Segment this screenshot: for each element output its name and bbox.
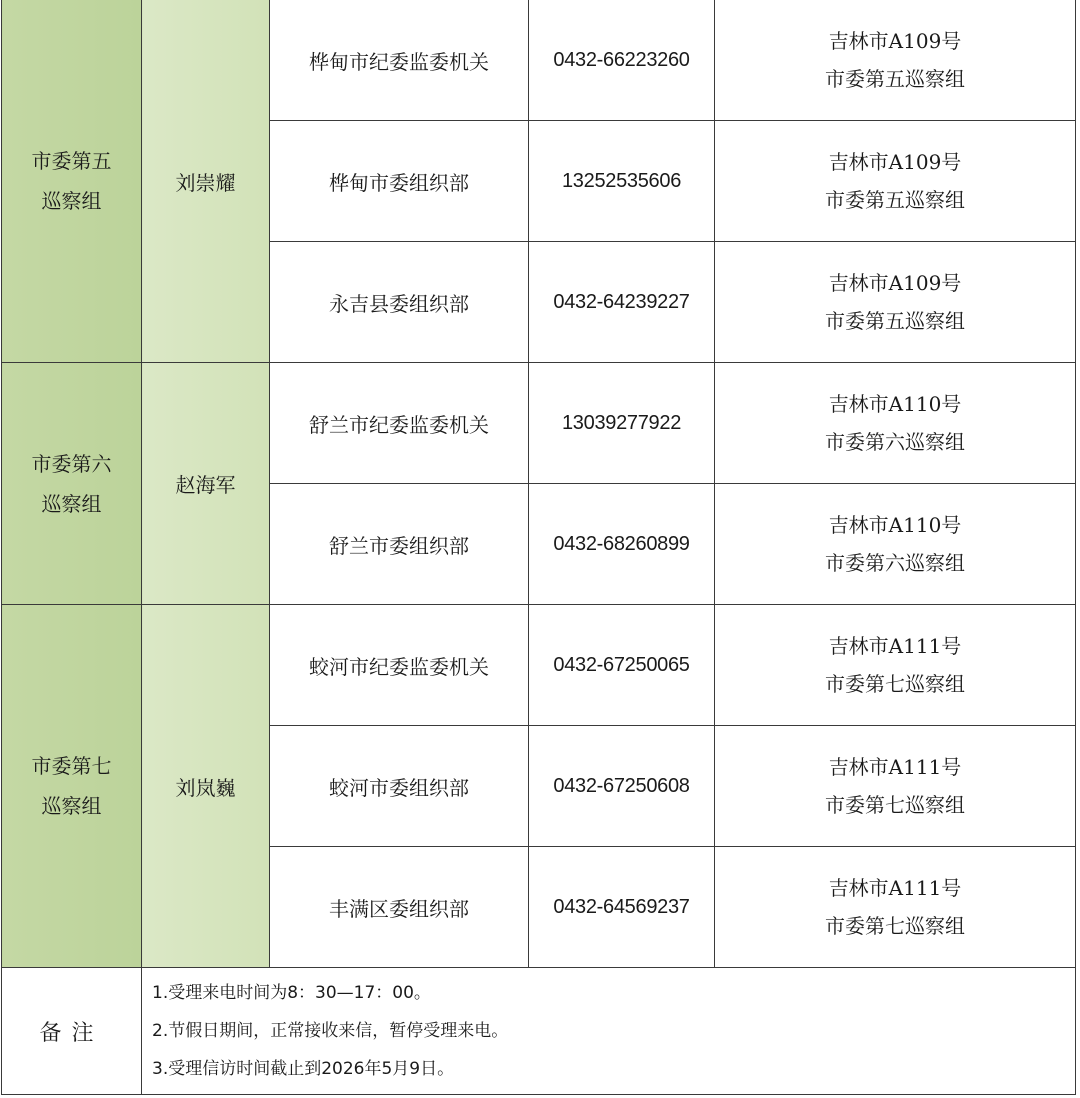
notes-content <box>142 968 1076 1095</box>
leader-cell: 刘岚巍 <box>142 605 270 968</box>
address-line1: 吉林市A111号 <box>828 755 962 779</box>
note-item: 2.节假日期间，正常接收来信，暂停受理来电。 <box>152 1021 509 1041</box>
unit-cell: 丰满区委组织部 <box>270 847 529 968</box>
address-line2: 市委第七巡察组 <box>825 672 965 696</box>
leader-cell: 赵海军 <box>142 363 270 605</box>
address-line1: 吉林市A109号 <box>828 150 962 174</box>
phone-cell: 0432-67250065 <box>529 605 715 726</box>
address-cell <box>715 363 1076 484</box>
address-line1: 吉林市A109号 <box>828 271 962 295</box>
address-cell <box>715 605 1076 726</box>
notes-label: 备注 <box>2 968 142 1095</box>
phone-cell: 13039277922 <box>529 363 715 484</box>
address-line1: 吉林市A111号 <box>828 876 962 900</box>
group-name-line2: 巡察组 <box>41 491 102 516</box>
unit-cell: 永吉县委组织部 <box>270 242 529 363</box>
address-cell <box>715 726 1076 847</box>
address-line2: 市委第五巡察组 <box>825 188 965 212</box>
phone-cell: 0432-67250608 <box>529 726 715 847</box>
address-cell <box>715 847 1076 968</box>
inspection-contact-table <box>1 0 1076 1095</box>
leader-cell: 刘崇耀 <box>142 0 270 363</box>
address-line2: 市委第五巡察组 <box>825 309 965 333</box>
group-name-cell <box>2 0 142 363</box>
group-name-line1: 市委第六 <box>31 451 112 476</box>
phone-cell: 0432-64569237 <box>529 847 715 968</box>
group-name-cell <box>2 363 142 605</box>
unit-cell: 舒兰市纪委监委机关 <box>270 363 529 484</box>
phone-cell: 13252535606 <box>529 121 715 242</box>
unit-cell: 舒兰市委组织部 <box>270 484 529 605</box>
address-cell <box>715 121 1076 242</box>
table-row <box>2 363 1076 484</box>
unit-cell: 蛟河市纪委监委机关 <box>270 605 529 726</box>
unit-cell: 桦甸市纪委监委机关 <box>270 0 529 121</box>
group-name-line2: 巡察组 <box>41 189 102 213</box>
group-name-line1: 市委第七 <box>31 754 112 778</box>
phone-cell: 0432-66223260 <box>529 0 715 121</box>
group-name-cell <box>2 605 142 968</box>
address-line2: 市委第七巡察组 <box>825 793 965 817</box>
address-line2: 市委第六巡察组 <box>825 551 965 575</box>
address-line1: 吉林市A109号 <box>828 29 962 53</box>
address-line2: 市委第六巡察组 <box>825 430 965 454</box>
address-cell <box>715 0 1076 121</box>
address-line1: 吉林市A110号 <box>828 513 962 537</box>
unit-cell: 桦甸市委组织部 <box>270 121 529 242</box>
group-name-line2: 巡察组 <box>41 794 102 818</box>
address-line1: 吉林市A111号 <box>828 634 962 658</box>
phone-cell: 0432-68260899 <box>529 484 715 605</box>
notes-row <box>2 968 1076 1095</box>
table-row <box>2 605 1076 726</box>
table-row <box>2 0 1076 121</box>
address-cell <box>715 484 1076 605</box>
group-name-line1: 市委第五 <box>31 149 112 173</box>
address-cell <box>715 242 1076 363</box>
phone-cell: 0432-64239227 <box>529 242 715 363</box>
unit-cell: 蛟河市委组织部 <box>270 726 529 847</box>
address-line2: 市委第七巡察组 <box>825 914 965 938</box>
address-line2: 市委第五巡察组 <box>825 67 965 91</box>
address-line1: 吉林市A110号 <box>828 392 962 416</box>
note-item: 3.受理信访时间截止到2026年5月9日。 <box>152 1059 455 1079</box>
note-item: 1.受理来电时间为8：30—17：00。 <box>152 983 431 1003</box>
